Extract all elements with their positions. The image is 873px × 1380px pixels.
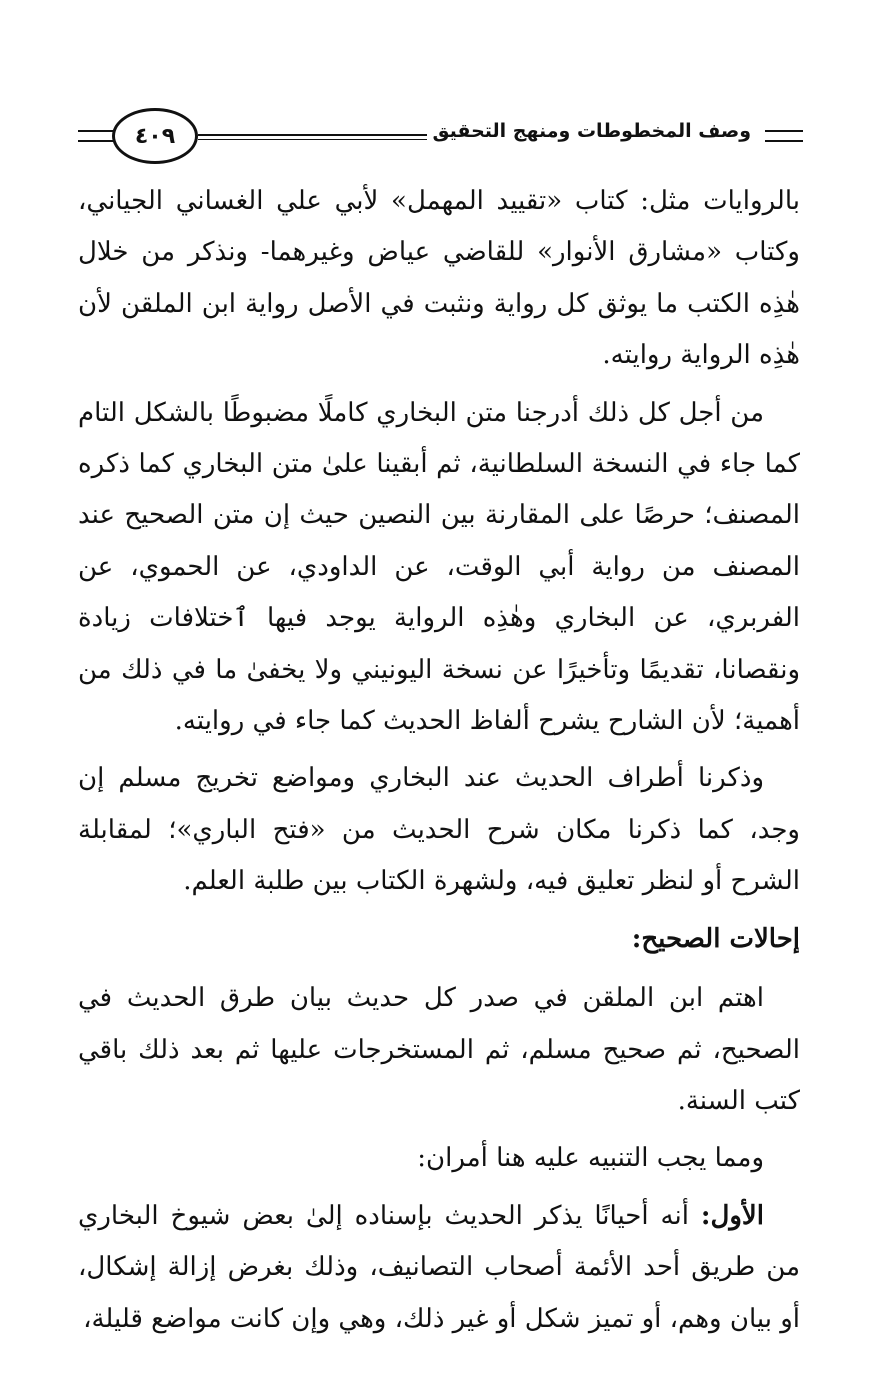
paragraph: من أجل كل ذلك أدرجنا متن البخاري كاملًا مضبوطًا بالشكل التام كما جاء في النسخة السلطانية، ثم أبقينا علىٰ متن البخاري كما ذكره المصنف؛ حرصًا على المقارنة بين النصين حيث إن متن الصحيح عند المصنف من رواية أبي الوقت، عن الداودي، عن الحموي، عن الفربري، عن البخاري وهٰذِه الرواية يوجد فيها ٱختلافات زيادة ونقصانا، تقديمًا وتأخيرًا عن نسخة اليونيني ولا يخفىٰ ما في ذلك من أهمية؛ لأن الشارح يشرح ألفاظ الحديث كما جاء في روايته.: [78, 397, 800, 737]
header-rule: [78, 140, 114, 142]
lead-word: الأول:: [700, 1200, 764, 1231]
paragraph: ومما يجب التنبيه عليه هنا أمران:: [417, 1143, 764, 1174]
paragraph-text: أنه أحيانًا يذكر الحديث بإسناده إلىٰ بعض شيوخ البخاري من طريق أحد الأئمة أصحاب التصانيف، وذلك بغرض إزالة إشكال، أو بيان وهم، أو تميز شكل أو غير ذلك، وهي وإن كانت مواضع قليلة،: [78, 1200, 800, 1334]
running-title: وصف المخطوطات ومنهج التحقيق: [427, 120, 757, 142]
running-header: [78, 96, 803, 168]
body-text: [78, 176, 800, 1345]
section-heading: إحالات الصحيح:: [631, 923, 800, 954]
paragraph: بالروايات مثل: كتاب «تقييد المهمل» لأبي علي الغساني الجياني، وكتاب «مشارق الأنوار» للقاضي عياض وغيرهما- ونذكر من خلال هٰذِه الكتب ما يوثق كل رواية ونثبت في الأصل رواية ابن الملقن لأن هٰذِه الرواية روايته.: [78, 186, 800, 371]
paragraph: وذكرنا أطراف الحديث عند البخاري ومواضع تخريج مسلم إن وجد، كما ذكرنا مكان شرح الحديث من «فتح الباري»؛ لمقابلة الشرح أو لنظر تعليق فيه، ولشهرة الكتاب بين طلبة العلم.: [78, 763, 800, 897]
paragraph: اهتم ابن الملقن في صدر كل حديث بيان طرق الحديث في الصحيح، ثم صحيح مسلم، ثم المستخرجات عليها ثم بعد ذلك باقي كتب السنة.: [78, 983, 800, 1116]
paragraph: [78, 1191, 800, 1345]
page-number: ٤٠٩: [112, 108, 198, 164]
header-rule: [78, 130, 114, 132]
header-rule: [765, 140, 803, 142]
header-rule: [765, 130, 803, 132]
